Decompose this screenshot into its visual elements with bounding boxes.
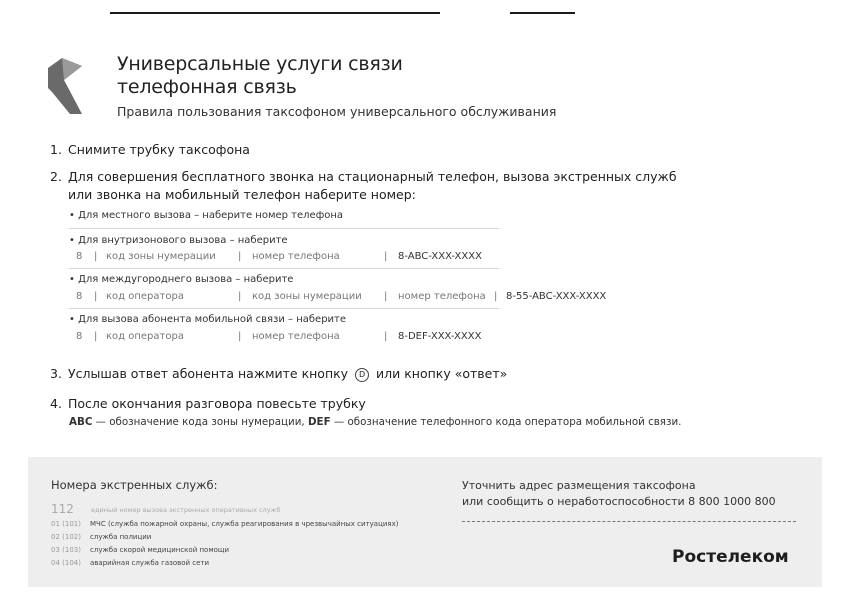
service-desc: аварийная служба газовой сети: [90, 559, 210, 567]
service-desc: МЧС (служба пожарной охраны, служба реагирования в чрезвычайных ситуациях): [90, 520, 399, 528]
step-number: 3.: [50, 366, 62, 381]
rostelecom-logo-icon: [48, 58, 82, 114]
separator: |: [494, 291, 498, 302]
step-2: [50, 168, 677, 186]
mobile-call-label: • Для вызова абонента мобильной связи – наберите: [69, 314, 347, 325]
emergency-title: Номера экстренных служб:: [51, 478, 218, 492]
page-subtitle: Правила пользования таксофоном универсального обслуживания: [117, 104, 557, 119]
operator-code: код оператора: [106, 331, 184, 342]
separator: |: [94, 291, 98, 302]
divider: [69, 308, 499, 309]
step-number: 1.: [50, 142, 62, 157]
separator: |: [384, 291, 388, 302]
top-rule-right: [510, 12, 575, 14]
step-text-after: или кнопку «ответ»: [376, 366, 508, 381]
top-rule-left: [110, 12, 440, 14]
emergency-main-desc: единый номер вызова экстренных оперативных служб: [91, 506, 281, 514]
intrazone-call-label: • Для внутризонового вызова – наберите: [69, 235, 288, 246]
contact-line-1: Уточнить адрес размещения таксофона: [462, 479, 696, 492]
abc-term: ABC: [69, 416, 93, 428]
format-example: 8-ABC-XXX-XXXX: [398, 251, 482, 262]
emergency-service-row: [51, 533, 151, 541]
abc-definition: — обозначение кода зоны нумерации,: [92, 416, 308, 428]
step-text-before: Услышав ответ абонента нажмите кнопку: [68, 366, 349, 381]
service-desc: служба скорой медицинской помощи: [90, 546, 230, 554]
step-number: 2.: [50, 169, 62, 184]
phone-number: номер телефона: [398, 291, 486, 302]
prefix: 8: [76, 291, 83, 302]
separator: |: [238, 331, 242, 342]
separator: |: [384, 331, 388, 342]
step-text: После окончания разговора повесьте трубку: [68, 396, 366, 411]
service-code: 01 (101): [51, 520, 81, 528]
divider: [69, 228, 499, 229]
prefix: 8: [76, 331, 83, 342]
contact-dashed-line: [462, 521, 796, 522]
answer-button-icon: D: [355, 368, 369, 382]
zone-code: код зоны нумерации: [252, 291, 362, 302]
page-title: [117, 53, 403, 99]
step-number: 4.: [50, 396, 62, 411]
brand-logo: Ростелеком: [672, 547, 789, 567]
contact-info: [462, 478, 776, 510]
format-example: 8-55-ABC-XXX-XXXX: [506, 291, 607, 302]
title-line-2: телефонная связь: [117, 76, 297, 98]
emergency-service-row: [51, 520, 398, 528]
step-text-line1: Для совершения бесплатного звонка на стационарный телефон, вызова экстренных служб: [68, 169, 677, 184]
local-call-label: • Для местного вызова – наберите номер телефона: [69, 210, 344, 221]
phone-number: номер телефона: [252, 331, 340, 342]
service-desc: служба полиции: [90, 533, 152, 541]
def-term: DEF: [307, 416, 331, 428]
title-line-1: Универсальные услуги связи: [117, 53, 403, 75]
legend-note: [69, 416, 681, 428]
zone-code: код зоны нумерации: [106, 251, 216, 262]
separator: |: [94, 331, 98, 342]
emergency-service-row: [51, 559, 209, 567]
separator: |: [238, 291, 242, 302]
step-text: Снимите трубку таксофона: [68, 142, 250, 157]
step-4: [50, 395, 366, 413]
emergency-service-row: [51, 546, 229, 554]
service-code: 04 (104): [51, 559, 81, 567]
prefix: 8: [76, 251, 83, 262]
service-code: 02 (102): [51, 533, 81, 541]
divider: [69, 268, 499, 269]
operator-code: код оператора: [106, 291, 184, 302]
emergency-main-code: 112: [51, 502, 74, 516]
service-code: 03 (103): [51, 546, 81, 554]
step-3: [50, 365, 508, 383]
contact-line-2: или сообщить о неработоспособности 8 800 1000 800: [462, 495, 776, 508]
def-definition: — обозначение телефонного кода оператора мобильной связи.: [330, 416, 682, 428]
separator: |: [384, 251, 388, 262]
phone-number: номер телефона: [252, 251, 340, 262]
longdistance-call-label: • Для междугороднего вызова – наберите: [69, 274, 294, 285]
format-example: 8-DEF-XXX-XXXX: [398, 331, 482, 342]
step-1: [50, 141, 250, 159]
step-text-line2: или звонка на мобильный телефон наберите номер:: [68, 187, 416, 202]
separator: |: [94, 251, 98, 262]
step-text: [68, 365, 507, 383]
separator: |: [238, 251, 242, 262]
